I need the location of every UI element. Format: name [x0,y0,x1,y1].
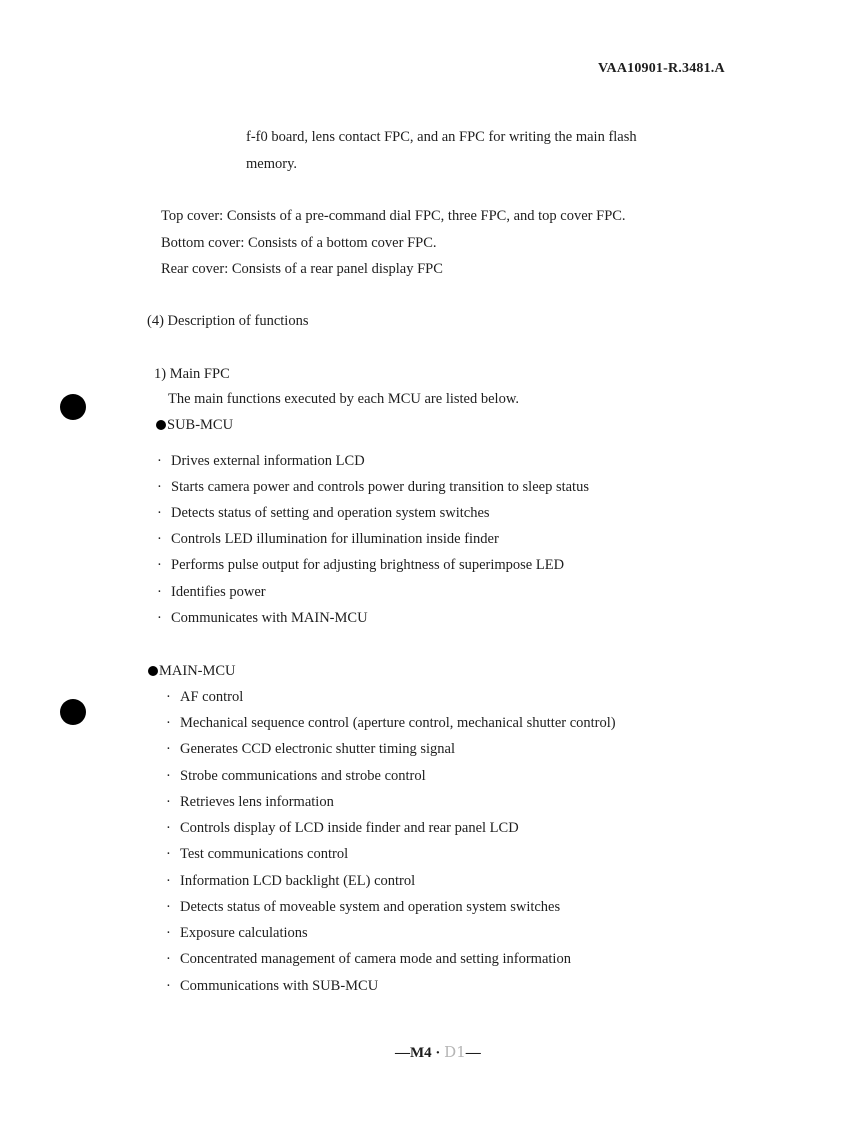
list-item: · Mechanical sequence control (aperture control, mechanical shutter control) [166,715,616,731]
list-item: · Communicates with MAIN-MCU [157,610,368,626]
list-item: · Drives external information LCD [157,453,365,469]
punch-hole-icon [60,394,86,420]
document-id: VAA10901-R.3481.A [598,61,725,76]
main-mcu-title [148,662,236,680]
top-cover-line: Top cover: Consists of a pre-command dial FPC, three FPC, and top cover FPC. [161,208,626,224]
list-item: · Controls LED illumination for illumination inside finder [157,531,499,547]
main-mcu-title-text: MAIN-MCU [159,663,236,679]
list-item: · Generates CCD electronic shutter timing signal [166,741,456,757]
section-heading: (4) Description of functions [147,313,309,329]
page-number: —M4 · D1— [395,1043,481,1061]
subsection-heading: 1) Main FPC [154,366,230,382]
list-item: · Identifies power [157,584,266,600]
list-item: · Detects status of setting and operation system switches [157,505,490,521]
list-item: · Concentrated management of camera mode and setting information [166,951,571,967]
list-item: · Information LCD backlight (EL) control [166,873,416,889]
list-item: · Starts camera power and controls power during transition to sleep status [157,479,589,495]
list-item: · Strobe communications and strobe control [166,768,426,784]
list-item: · Detects status of moveable system and operation system switches [166,899,561,915]
rear-cover-line: Rear cover: Consists of a rear panel display FPC [161,261,443,277]
subsection-intro: The main functions executed by each MCU are listed below. [168,391,519,407]
list-item: · Communications with SUB-MCU [166,978,379,994]
list-item: · Controls display of LCD inside finder and rear panel LCD [166,820,519,836]
list-item: · Exposure calculations [166,925,308,941]
punch-hole-icon [60,699,86,725]
bullet-icon [148,666,158,676]
list-item: · AF control [166,689,244,705]
sub-mcu-title-text: SUB-MCU [167,417,234,433]
intro-line-2: memory. [246,156,298,172]
list-item: · Retrieves lens information [166,794,334,810]
intro-line-1: f-f0 board, lens contact FPC, and an FPC for writing the main flash [246,129,637,145]
bottom-cover-line: Bottom cover: Consists of a bottom cover FPC. [161,235,437,251]
sub-mcu-title [156,416,233,434]
list-item: · Test communications control [166,846,349,862]
bullet-icon [156,420,166,430]
list-item: · Performs pulse output for adjusting brightness of superimpose LED [157,557,565,573]
